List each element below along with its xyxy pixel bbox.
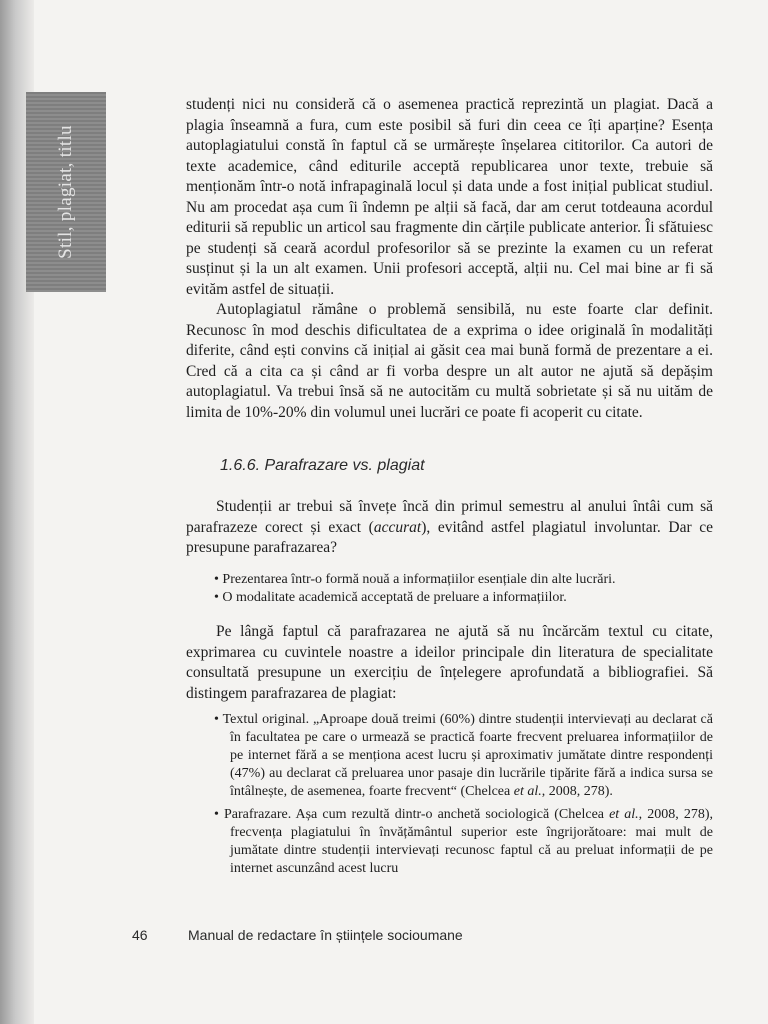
- chapter-side-tab: [26, 92, 106, 292]
- paragraph-4-block: [186, 622, 713, 704]
- paragraph-3-text: Studenții ar trebui să învețe încă din primul semestru al anului întâi cum să parafrazeze corect și exact (: [186, 498, 713, 536]
- paraphrase-item: [214, 806, 713, 878]
- page-number: 46: [132, 927, 148, 943]
- paragraph-3-italic: accurat: [373, 518, 422, 536]
- definition-list: [214, 571, 713, 607]
- paraphrase-italic: et al.: [609, 807, 639, 822]
- body-text-top: [186, 95, 713, 423]
- paragraph-4: Pe lângă faptul că parafrazarea ne ajută să nu încărcăm textul cu citate, exprimarea cu cuvintele noastre a ideilor principale din literatura de specialitate consultată presupune un exercițiu de înțelegere aprofundată a bibliografiei. Să distingem parafrazarea de plagiat:: [186, 623, 713, 702]
- original-text: • Textul original. „Aproape două treimi (60%) dintre studenții intervievați au declarat că în facultatea pe care o urmează se practică foarte frecvent preluarea informațiilor de pe internet fără a se menționa acest lucru și aproximativ jumătate dintre respondenți (47%) au declarat că preluarea unor pasaje din lucrările tipărite fără a indica sursa se întâlnește, de asemenea, foarte frecvent“ (Chelcea: [214, 712, 713, 799]
- definition-item: • Prezentarea într-o formă nouă a informațiilor esențiale din alte lucrări.: [214, 572, 616, 587]
- paragraph-1: studenți nici nu consideră că o asemenea practică reprezintă un plagiat. Dacă a plagia înseamnă a fura, cum este posibil să furi din ceea ce îți aparține? Esența autoplagiatului constă în faptul că se urmărește înșelarea cititorilor. Ca autori de texte academice, când editurile acceptă republicarea unor texte, trebuie să menționăm într-o notă infrapaginală locul și data unde a fost inițial publicat studiul. Nu am procedat așa cum îi îndemn pe alții să facă, dar am cerut totdeauna acordul editurii să republic un articol sau fragmente din cărțile publicate anterior. Îi sfătuiesc pe studenți să ceară acordul profesorilor să se prezinte la examen cu un referat susținut și la un alt examen. Unii profesori acceptă, alții nu. Cel mai bine ar fi să evităm astfel de situații.: [186, 96, 713, 298]
- paraphrase-tail: , 2008, 278), frecvența plagiatului în învățământul superior este îngrijorătoare: mai mult de jumătate dintre studenții intervievați recunosc faptul că au preluat informații de pe internet ascunzând acest lucru: [230, 807, 713, 876]
- original-text-tail: , 2008, 278).: [541, 784, 613, 799]
- example-list: [214, 711, 713, 878]
- side-tab-label: Stil, plagiat, titlu: [55, 125, 76, 259]
- paragraph-2: Autoplagiatul rămâne o problemă sensibilă, nu este foarte clar definit. Recunosc în mod deschis dificultatea de a exprima o idee originală în modalități diferite, când ești convins că inițial ai găsit cea mai bună formă de prezentare a ei. Cred că a cita ca și când ar fi vorba despre un alt autor ne ajută să depășim autoplagiatul. Va trebui însă să ne autocităm cu multă sobrietate și să nu uităm de limita de 10%-20% din volumul unei lucrări ce poate fi acoperit cu citate.: [186, 301, 713, 421]
- definition-item: • O modalitate academică acceptată de preluare a informațiilor.: [214, 590, 567, 605]
- paragraph-3: [186, 497, 713, 559]
- section-heading: 1.6.6. Parafrazare vs. plagiat: [220, 457, 425, 474]
- original-text-italic: et al.: [513, 784, 542, 799]
- paraphrase-text: • Parafrazare. Așa cum rezultă dintr-o anchetă sociologică (Chelcea: [214, 807, 610, 822]
- running-footer-title: Manual de redactare în științele socioumane: [188, 927, 463, 943]
- original-text-item: [214, 711, 713, 801]
- paragraph-3-tail: ), evitând astfel plagiatul involuntar. Dar ce presupune parafrazarea?: [186, 518, 714, 556]
